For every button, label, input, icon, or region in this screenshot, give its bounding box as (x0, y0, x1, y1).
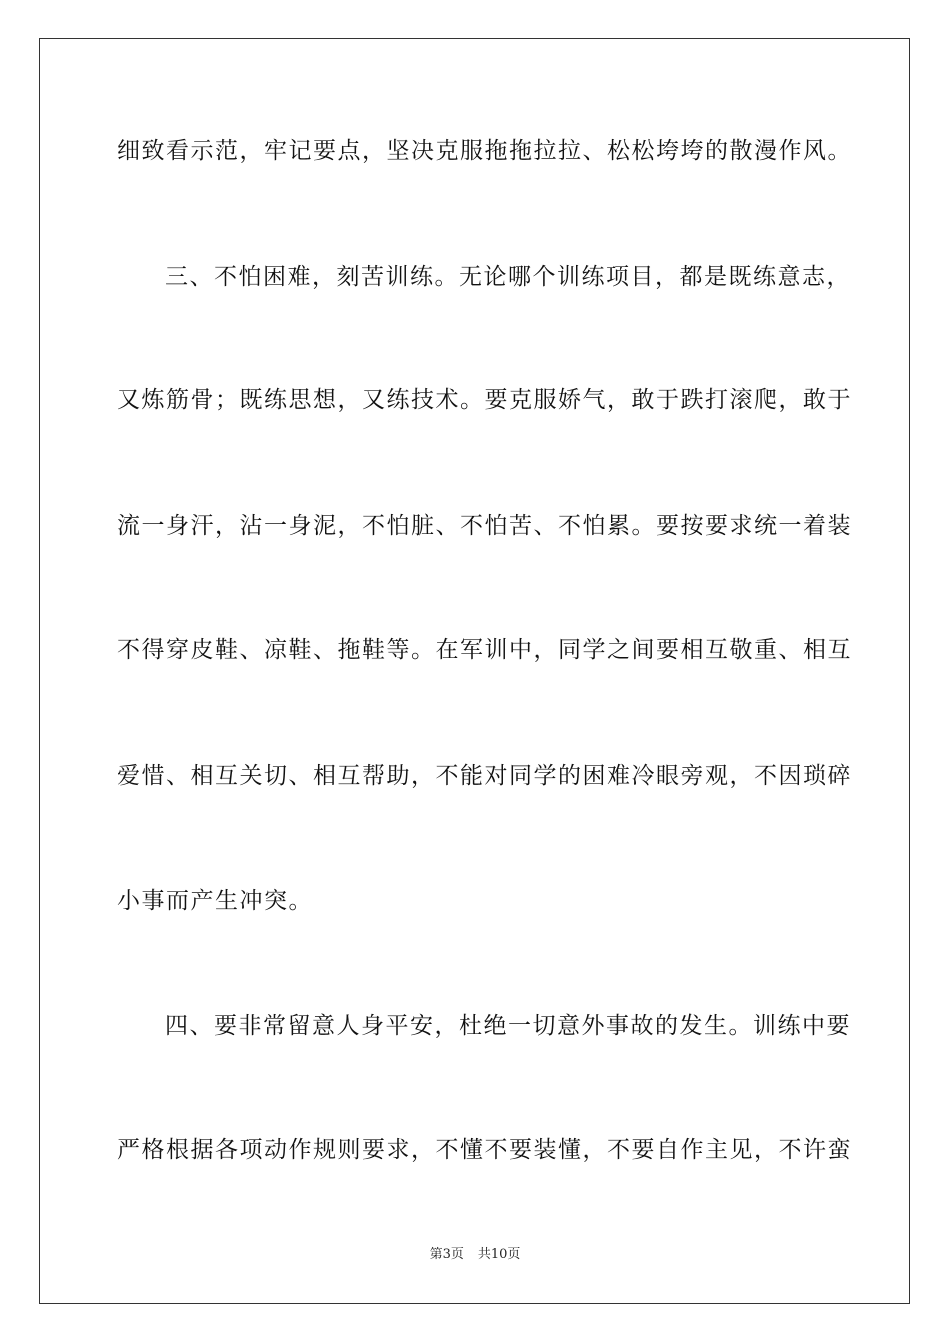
page-border (39, 38, 910, 1304)
page-number: 第3页 (429, 1247, 464, 1262)
text-line-3: 又炼筋骨；既练思想，又练技术。要克服娇气，敢于跌打滚爬，敢于 (117, 387, 852, 413)
text-line-9: 严格根据各项动作规则要求，不懂不要装懂，不要自作主见，不许蛮 (117, 1137, 852, 1163)
page-total: 共10页 (477, 1247, 521, 1262)
text-line-8-paragraph-four: 四、要非常留意人身平安，杜绝一切意外事故的发生。训练中要 (165, 1013, 851, 1039)
text-line-2-paragraph-three: 三、不怕困难，刻苦训练。无论哪个训练项目，都是既练意志， (165, 264, 851, 290)
text-line-5: 不得穿皮鞋、凉鞋、拖鞋等。在军训中，同学之间要相互敬重、相互 (117, 637, 852, 663)
text-line-7: 小事而产生冲突。 (117, 888, 313, 914)
page-footer (0, 1247, 950, 1263)
text-line-4: 流一身汗，沾一身泥，不怕脏、不怕苦、不怕累。要按要求统一着装 (117, 513, 852, 539)
text-line-1: 细致看示范，牢记要点，坚决克服拖拖拉拉、松松垮垮的散漫作风。 (117, 138, 852, 164)
text-line-6: 爱惜、相互关切、相互帮助，不能对同学的困难冷眼旁观，不因琐碎 (117, 763, 852, 789)
